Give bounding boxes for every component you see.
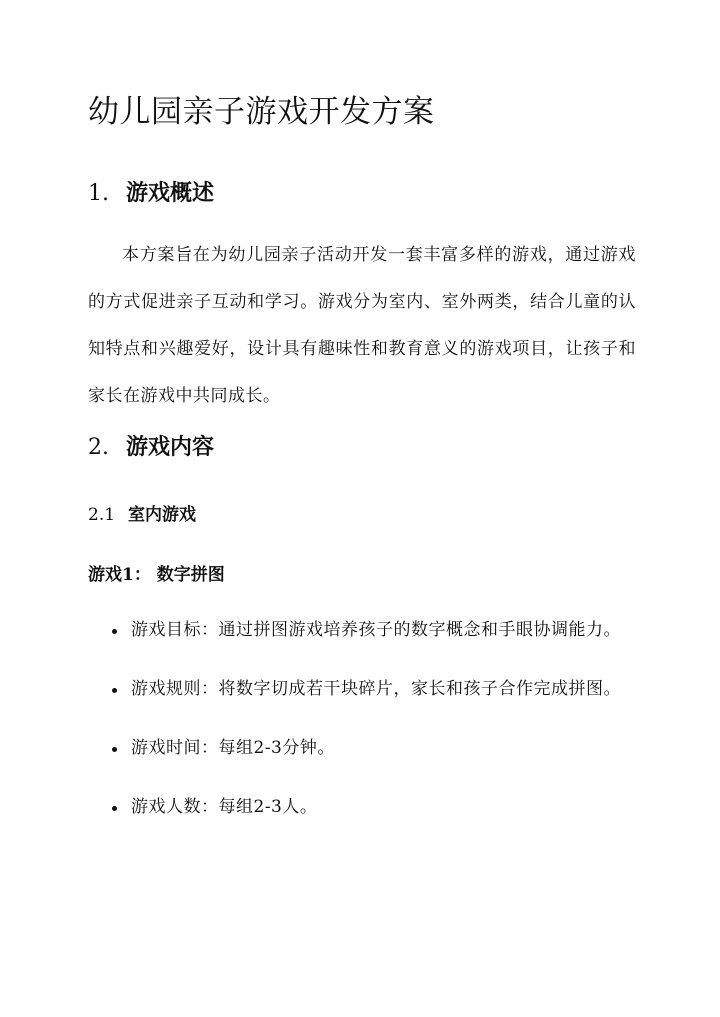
bullet-icon	[112, 688, 117, 693]
section-title: 游戏概述	[126, 180, 215, 206]
section-heading-overview	[88, 176, 214, 207]
list-item	[88, 607, 636, 654]
list-item-text: 游戏时间：每组2-3分钟。	[131, 738, 335, 758]
game-title: 游戏1： 数字拼图	[88, 565, 225, 585]
list-item-text: 游戏人数：每组2-3人。	[131, 797, 318, 817]
subsection-number: 2.1	[88, 505, 116, 525]
section-number: 1.	[88, 181, 109, 206]
list-item	[88, 784, 636, 831]
list-item	[88, 666, 636, 713]
subsection-title: 室内游戏	[128, 505, 196, 525]
bullet-icon	[112, 747, 117, 752]
bullet-icon	[112, 806, 117, 811]
list-item-text: 游戏目标：通过拼图游戏培养孩子的数字概念和手眼协调能力。	[131, 620, 621, 640]
section-title: 游戏内容	[126, 434, 215, 460]
section-number: 2.	[88, 435, 109, 460]
game-rules-list	[88, 607, 636, 843]
bullet-icon	[112, 629, 117, 634]
overview-paragraph: 本方案旨在为幼儿园亲子活动开发一套丰富多样的游戏，通过游戏的方式促进亲子互动和学习。游戏分为室内、室外两类，结合儿童的认知特点和兴趣爱好，设计具有趣味性和教育意义的游戏项目，让孩子和家长在游戏中共同成长。	[88, 245, 636, 406]
list-item-text: 游戏规则：将数字切成若干块碎片，家长和孩子合作完成拼图。	[131, 679, 621, 699]
document-title: 幼儿园亲子游戏开发方案	[88, 94, 435, 130]
list-item	[88, 725, 636, 772]
subsection-heading-indoor	[88, 500, 196, 525]
section-heading-content	[88, 430, 214, 461]
